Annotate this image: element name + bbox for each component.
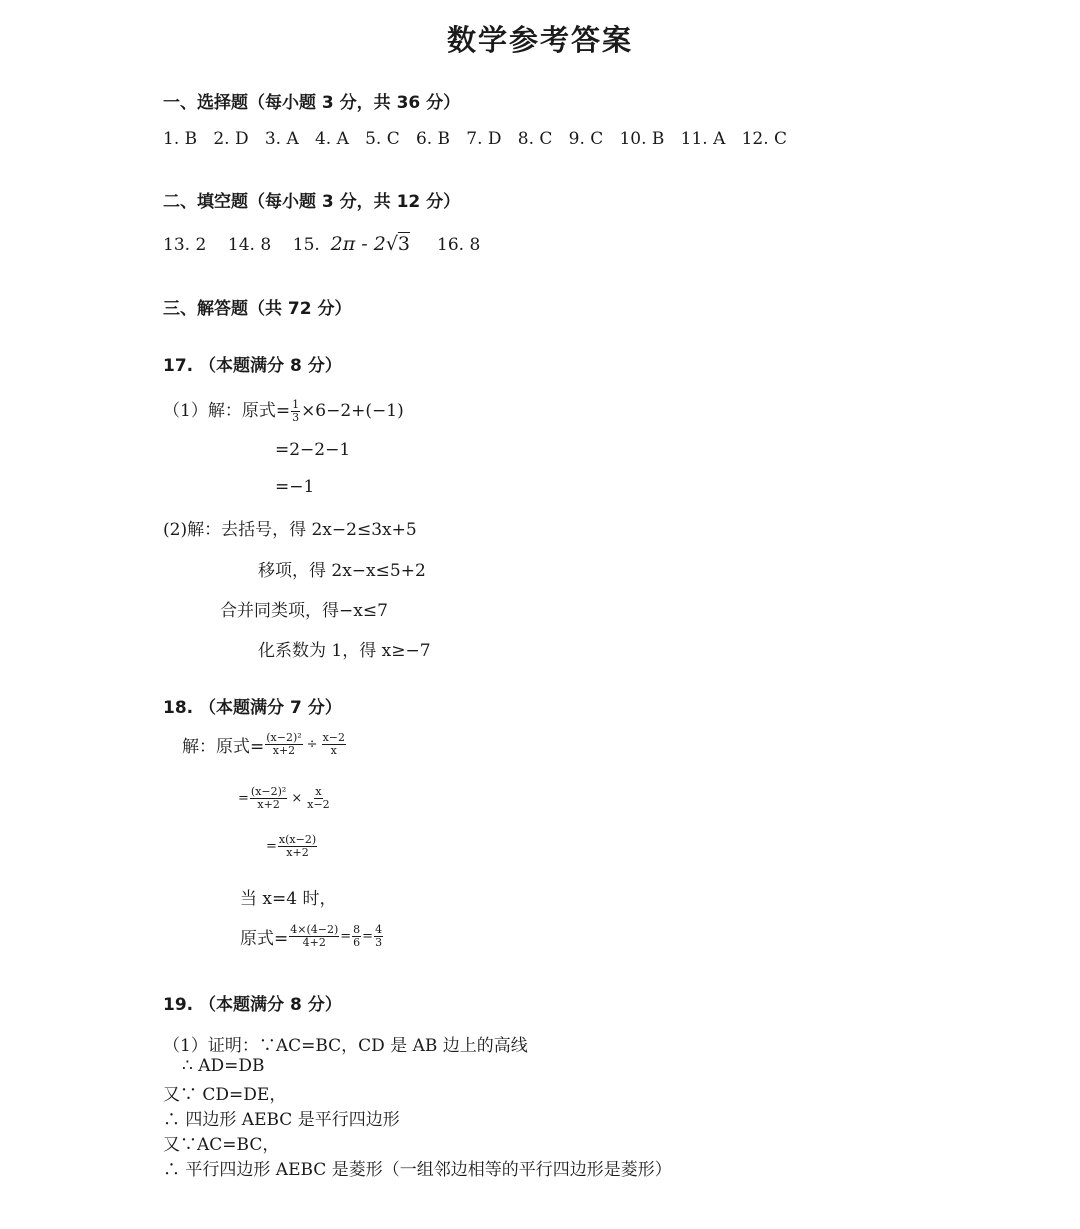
q19-line1: （1）证明：∵AC=BC，CD 是 AB 边上的高线 — [163, 1036, 528, 1056]
answer-3: 3. A — [264, 129, 299, 149]
q17-part2-line4: 化系数为 1，得 x≥−7 — [258, 641, 431, 661]
q17-frac-num: 1 — [292, 398, 300, 411]
answer-6: 6. B — [415, 129, 451, 149]
answer-7: 7. D — [466, 129, 502, 149]
q17-fraction — [291, 399, 300, 424]
q18-l2-frac2-num: x — [315, 785, 322, 798]
q18-l1-frac1-num: (x−2)² — [266, 731, 302, 744]
q18-l5-frac2-den: 6 — [353, 936, 361, 949]
q18-line2 — [238, 786, 332, 811]
q18-line3 — [266, 834, 318, 859]
q17-p1-prefix: （1）解：原式= — [163, 401, 291, 421]
q18-l5-frac1-den: 4+2 — [302, 936, 326, 949]
q17-heading: 17. （本题满分 8 分） — [163, 356, 342, 376]
q18-l5-frac2-num: 8 — [353, 923, 361, 936]
answer-9: 9. C — [568, 129, 604, 149]
q19-heading: 19. （本题满分 8 分） — [163, 995, 342, 1015]
q17-part1-line3: =−1 — [275, 477, 315, 497]
q18-line5 — [240, 924, 384, 949]
q18-l1-frac2-den: x — [330, 744, 337, 757]
q18-l3-prefix: = — [266, 839, 277, 854]
q18-l1-op: ÷ — [306, 737, 318, 752]
q18-l5-eq2: = — [362, 929, 374, 944]
page-title: 数学参考答案 — [446, 23, 633, 57]
q17-part1-line1 — [163, 396, 404, 424]
choice-answers — [163, 129, 787, 149]
q19-line5: 又∵AC=BC， — [163, 1135, 280, 1155]
answer-2: 2. D — [213, 129, 249, 149]
q18-l2-frac1 — [250, 786, 287, 811]
answer-1: 1. B — [163, 129, 198, 149]
q18-l2-frac2-den: x−2 — [307, 798, 330, 811]
answer-4: 4. A — [314, 129, 349, 149]
section-2-heading: 二、填空题（每小题 3 分，共 12 分） — [163, 192, 461, 212]
section-1-heading: 一、选择题（每小题 3 分，共 36 分） — [163, 93, 461, 113]
q18-l5-eq1: = — [340, 929, 352, 944]
answer-16: 16. 8 — [437, 235, 481, 255]
q19-line3: 又∵ CD=DE， — [163, 1085, 287, 1105]
q18-l2-prefix: = — [238, 791, 249, 806]
q17-part2-line2: 移项，得 2x−x≤5+2 — [258, 561, 426, 581]
section-3-heading: 三、解答题（共 72 分） — [163, 299, 352, 319]
answer-8: 8. C — [517, 129, 553, 149]
q18-l2-op: × — [291, 791, 303, 806]
q18-line1 — [182, 732, 347, 757]
answer-14: 14. 8 — [227, 235, 272, 255]
q18-l1-frac2-num: x−2 — [322, 731, 345, 744]
q18-l1-frac1 — [265, 732, 302, 757]
answer-13: 13. 2 — [163, 235, 207, 255]
q18-l3-frac-den: x+2 — [286, 846, 309, 859]
answer-15-sqrt: 3 — [397, 233, 411, 255]
q17-frac-den: 3 — [292, 411, 300, 424]
q18-l3-frac-num: x(x−2) — [278, 833, 317, 846]
q18-l5-prefix: 原式= — [240, 929, 289, 949]
q17-p1-suffix: ×6−2+(−1) — [301, 401, 404, 421]
q18-l5-frac1-num: 4×(4−2) — [290, 923, 339, 936]
answer-10: 10. B — [619, 129, 665, 149]
answer-15-expr-pre: 2π - 2 — [330, 233, 386, 255]
answer-15-expression: 2π - 2√3 — [330, 233, 411, 255]
answer-5: 5. C — [365, 129, 400, 149]
q18-l5-frac3 — [374, 924, 383, 949]
fill-answers — [163, 233, 480, 255]
q18-l1-frac1-den: x+2 — [272, 744, 296, 757]
q18-l1-prefix: 解：原式= — [182, 737, 265, 757]
q17-part2-line3: 合并同类项，得−x≤7 — [220, 601, 388, 621]
answer-15-label: 15. — [292, 235, 320, 255]
q18-l5-frac1 — [289, 924, 339, 949]
q18-l5-frac2 — [352, 924, 361, 949]
q17-part1-line2: =2−2−1 — [275, 440, 351, 460]
q19-line2: ∴ AD=DB — [182, 1056, 265, 1076]
q19-line4: ∴ 四边形 AEBC 是平行四边形 — [163, 1110, 400, 1130]
q18-l5-frac3-den: 3 — [375, 936, 383, 949]
q18-l3-frac — [278, 834, 317, 859]
q18-l1-frac2 — [322, 732, 346, 757]
q18-l2-frac1-num: (x−2)² — [250, 785, 287, 798]
q18-l2-frac2 — [306, 786, 330, 811]
q19-line6: ∴ 平行四边形 AEBC 是菱形（一组邻边相等的平行四边形是菱形） — [163, 1160, 672, 1180]
q18-l5-frac3-num: 4 — [375, 923, 383, 936]
answer-11: 11. A — [680, 129, 726, 149]
q17-part2-line1: (2)解：去括号，得 2x−2≤3x+5 — [163, 520, 417, 540]
answer-12: 12. C — [741, 129, 788, 149]
q18-line4: 当 x=4 时， — [240, 889, 337, 909]
q18-heading: 18. （本题满分 7 分） — [163, 698, 342, 718]
q18-l2-frac1-den: x+2 — [257, 798, 280, 811]
